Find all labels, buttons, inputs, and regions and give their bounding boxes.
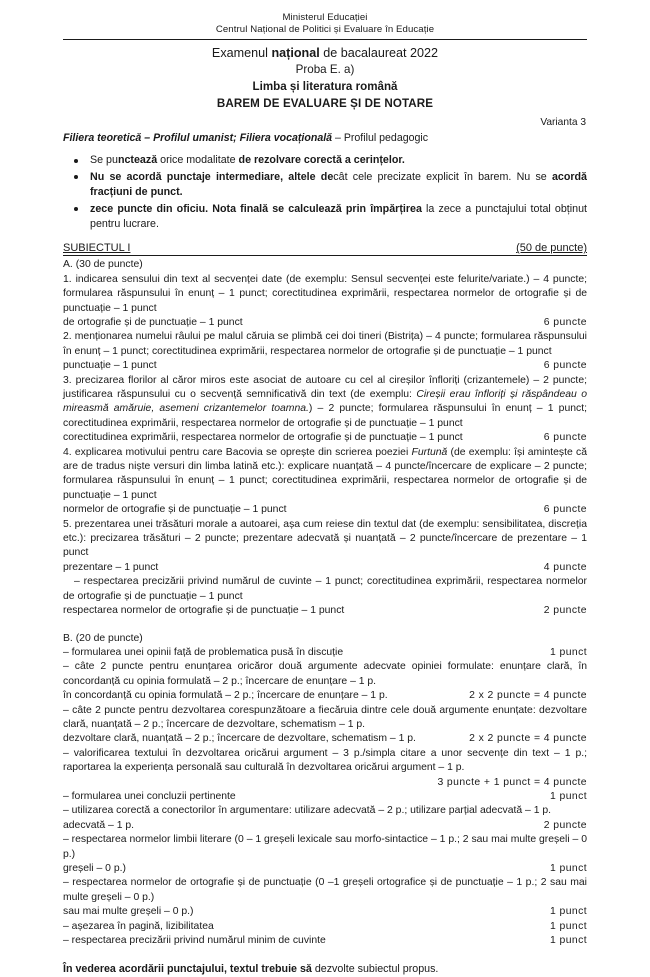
filiera-bold: Filiera teoretică – Profilul umanist; Filiera vocațională — [63, 132, 333, 145]
b-item-2-score: 2 x 2 puncte = 4 puncte — [469, 733, 587, 745]
b-item-2-scoreline — [63, 732, 587, 746]
criterion-3-scoreline — [63, 431, 587, 445]
instructions-list — [63, 153, 587, 232]
b-item-7-scoreline — [63, 905, 587, 919]
instruction-item — [63, 170, 587, 201]
b-item-4-text: – formularea unei concluzii pertinente — [63, 790, 236, 802]
criterion-2-scoreline — [63, 359, 587, 373]
criterion-1-text: 1. indicarea sensului din text al secvenței date (de exemplu: Sensul secvenței este felurite/variate.) – 4 puncte; formularea răspunsului în enunț – 1 punct; corectitudinea exprimării, respectarea normelor de ortografie și de punctuație – 1 punct — [63, 273, 587, 314]
header-block — [63, 12, 587, 146]
criterion-3-post: ) – 2 puncte; formularea răspunsului în enunț – 1 punct; corectitudinea exprimării, respectarea normelor de ortografie și de punctuație – 1 punct — [63, 403, 587, 429]
subject-heading — [63, 241, 587, 256]
b-item-1-lastline: în concordanță cu opinia formulată – 2 p.; încercare de enunțare – 1 p. — [63, 690, 388, 702]
bullet-dot-icon — [74, 175, 78, 179]
proba-line: Proba E. a) — [295, 63, 355, 77]
criterion-3-text — [63, 374, 587, 432]
closing-note — [63, 962, 587, 977]
criterion-4-text — [63, 446, 587, 504]
b-item-9-scoreline — [63, 934, 587, 948]
exam-title-prefix: Examenul — [211, 46, 272, 61]
criterion-words-scoreline — [63, 604, 587, 618]
b-item-7-lastline: sau mai multe greșeli – 0 p.) — [63, 906, 194, 918]
b-item-0-scoreline — [63, 646, 587, 660]
criterion-1-scoreline — [63, 316, 587, 330]
criterion-5-score: 4 puncte — [543, 561, 587, 573]
instruction-item — [63, 202, 587, 233]
b-item-5-text: – utilizarea corectă a conectorilor în argumentare: utilizare adecvată – 2 p.; utilizare parțial adecvată – 1 p. — [63, 805, 552, 817]
instruction-segment-bold: acordă fracțiuni de punct. — [90, 170, 587, 199]
b-item-8-scoreline — [63, 920, 587, 934]
criterion-words-score: 2 puncte — [543, 605, 587, 617]
criterion-4-poem-title: Furtună — [411, 446, 448, 458]
criterion-1-score: 6 puncte — [543, 316, 587, 328]
bullet-dot-icon — [74, 159, 78, 163]
instruction-segment-bold: zece puncte din oficiu. Nota finală se calculează prin împărțirea — [90, 202, 427, 215]
b-item-0-text: – formularea unei opinii față de problematica pusă în discuție — [63, 646, 344, 658]
criterion-4-post: (de exemplu: își amintește că are de tradus niște versuri din limba latină etc.): explicare nuanțată – 4 puncte/încercare de explicare – 2 puncte; formularea răspunsului în enunț – 1 punct; corectitudinea exprimării, respectarea normelor de ortografie și de punctuație – 1 punct — [63, 446, 587, 501]
criterion-2-lastline: punctuație – 1 punct — [63, 360, 157, 372]
criterion-1-lastline: de ortografie și de punctuație – 1 punct — [63, 316, 243, 328]
instruction-segment-bold: nctează — [117, 154, 158, 167]
b-item-8-score: 1 punct — [550, 920, 587, 932]
criterion-words-text: – respectarea precizării privind numărul de cuvinte – 1 punct; corectitudinea exprimării, respectarea normelor de ortografie și de punctuație – 1 punct — [63, 576, 587, 602]
barem-line: BAREM DE EVALUARE ȘI DE NOTARE — [216, 97, 434, 111]
bullet-dot-icon — [74, 207, 78, 211]
instruction-segment-bold: de rezolvare corectă a cerințelor. — [238, 154, 405, 167]
criterion-2-text: 2. menționarea numelui râului pe malul căruia se plimbă cei doi tineri (Bistrița) – 4 puncte; formularea răspunsului în enunț – 1 punct; corectitudinea exprimării, respectarea normelor de ortografie și de punctuație – 1 punct — [63, 331, 587, 357]
b-item-1-scoreline — [63, 689, 587, 703]
instruction-segment: Se pu — [90, 154, 118, 167]
b-item-1-score: 2 x 2 puncte = 4 puncte — [469, 690, 587, 702]
instruction-item — [63, 153, 587, 168]
criterion-4-lastline: normelor de ortografie și de punctuație – 1 punct — [63, 504, 287, 516]
exam-title — [63, 45, 587, 62]
criterion-5-lastline: prezentare – 1 punct — [63, 561, 159, 573]
instruction-segment: cât cele precizate explicit în barem. Nu se — [333, 170, 552, 183]
criterion-2-score: 6 puncte — [543, 360, 587, 372]
b-item-3-text: – valorificarea textului în dezvoltarea oricărui argument – 3 p./simpla citare a unor secvențe din text – 1 p.; raportarea la experiența personală sau culturală în dezvoltarea oricărui argument – 1 p. — [63, 747, 587, 774]
b-item-9-text: – respectarea precizării privind numărul minim de cuvinte — [63, 935, 326, 947]
criterion-4-score: 6 puncte — [543, 504, 587, 516]
criterion-4-pre: 4. explicarea motivului pentru care Bacovia se oprește din scrierea poeziei — [63, 446, 412, 458]
b-item-8-text: – așezarea în pagină, lizibilitatea — [63, 920, 214, 932]
b-item-5-lastline: adecvată – 1 p. — [63, 819, 135, 831]
criterion-words-lastline: respectarea normelor de ortografie și de punctuație – 1 punct — [63, 605, 345, 617]
b-item-5-score: 2 puncte — [543, 819, 587, 831]
criterion-5-text: 5. prezentarea unei trăsături morale a autoarei, așa cum reiese din textul dat (de exemplu: sensibilitatea, discreția etc.): precizarea trăsături – 2 puncte; prezentare adecvată și nuanțată – 2 puncte/încercare de prezentare – 1 punct — [63, 518, 587, 559]
b-item-0-score: 1 punct — [550, 646, 587, 658]
criterion-3-pre: 3. precizarea florilor al căror miros este asociat de autoare cu cel al cireșilor înfloriți (crizantemele) – 2 puncte; justificarea răspunsului cu o secvență semnificativă din text (de exemplu: — [63, 374, 587, 400]
b-item-9-score: 1 punct — [550, 935, 587, 947]
subject-heading-points: (50 de puncte) — [516, 242, 587, 255]
section-b-label: B. (20 de puncte) — [63, 632, 143, 644]
b-item-2-lastline: dezvoltare clară, nuanțată – 2 p.; încercare de dezvoltare, schematism – 1 p. — [63, 733, 416, 745]
instruction-segment: la zece a punctajului total obținut pentru lucrare. — [90, 202, 587, 230]
b-item-2-text: – câte 2 puncte pentru dezvoltarea corespunzătoare a fiecăruia dintre cele două argumente enunțate: dezvoltare clară, nuanțată – 2 p.; încercare de dezvoltare, schematism – 1 p. — [63, 704, 587, 730]
b-item-4-score: 1 punct — [550, 790, 587, 802]
criterion-3-lastline: corectitudinea exprimării, respectarea normelor de ortografie și de punctuație – 1 punct — [63, 432, 463, 444]
closing-bold: În vederea acordării punctajului, textul trebuie să — [63, 963, 315, 976]
criterion-3-score: 6 puncte — [543, 432, 587, 444]
subject-heading-title: SUBIECTUL I — [63, 242, 131, 255]
subject-line: Limba și literatura română — [252, 80, 398, 94]
exam-title-emphasis: național — [271, 46, 320, 61]
criterion-3-quote: Cireșii erau înfloriți și răspândeau o mireasmă amăruie, asemeni crizantemelor toamna. — [63, 389, 587, 415]
b-item-5-scoreline — [63, 819, 587, 833]
filiera-regular: – Profilul pedagogic — [332, 132, 429, 145]
varianta-label: Varianta 3 — [540, 117, 586, 129]
instruction-text — [90, 154, 405, 166]
section-a-label: A. (30 de puncte) — [63, 259, 143, 271]
b-item-3-score: 3 puncte + 1 punct = 4 puncte — [437, 776, 587, 788]
instruction-segment: orice modalitate — [157, 154, 239, 167]
criterion-4-scoreline — [63, 503, 587, 517]
b-item-6-scoreline — [63, 862, 587, 876]
filiera-line — [63, 131, 587, 146]
b-item-6-score: 1 punct — [550, 863, 587, 874]
b-item-7-text: – respectarea normelor de ortografie și de punctuație (0 –1 greșeli ortografice și de punctuație – 1 p.; 2 sau mai multe greșeli – 0 p.) — [63, 877, 587, 903]
criterion-5-scoreline — [63, 561, 587, 575]
b-item-1-text: – câte 2 puncte pentru enunțarea oricăror două argumente adecvate opiniei formulate: enunțare clară, în concordanță cu opinia formulată – 2 p.; încercare de enunțare – 1 p. — [63, 661, 587, 687]
b-item-7-score: 1 punct — [550, 906, 587, 918]
center-line: Centrul Național de Politici și Evaluare în Educație — [215, 24, 435, 36]
ministry-line: Ministerul Educației — [282, 12, 368, 23]
instruction-segment-bold: Nu se acordă punctaje intermediare, altele de — [90, 170, 334, 183]
b-item-6-text: – respectarea normelor limbii literare (0 – 1 greșeli lexicale sau morfo-sintactice – 1 p.; 2 sau mai multe greșeli – 0 p.) — [63, 834, 587, 860]
b-item-4-scoreline — [63, 790, 587, 804]
b-item-6-lastline: greșeli – 0 p.) — [63, 863, 126, 874]
instruction-text — [90, 171, 587, 198]
header-divider — [63, 39, 587, 40]
exam-title-suffix: de bacalaureat 2022 — [319, 46, 439, 61]
closing-regular: dezvolte subiectul propus. — [314, 963, 439, 976]
instruction-text — [90, 203, 587, 230]
